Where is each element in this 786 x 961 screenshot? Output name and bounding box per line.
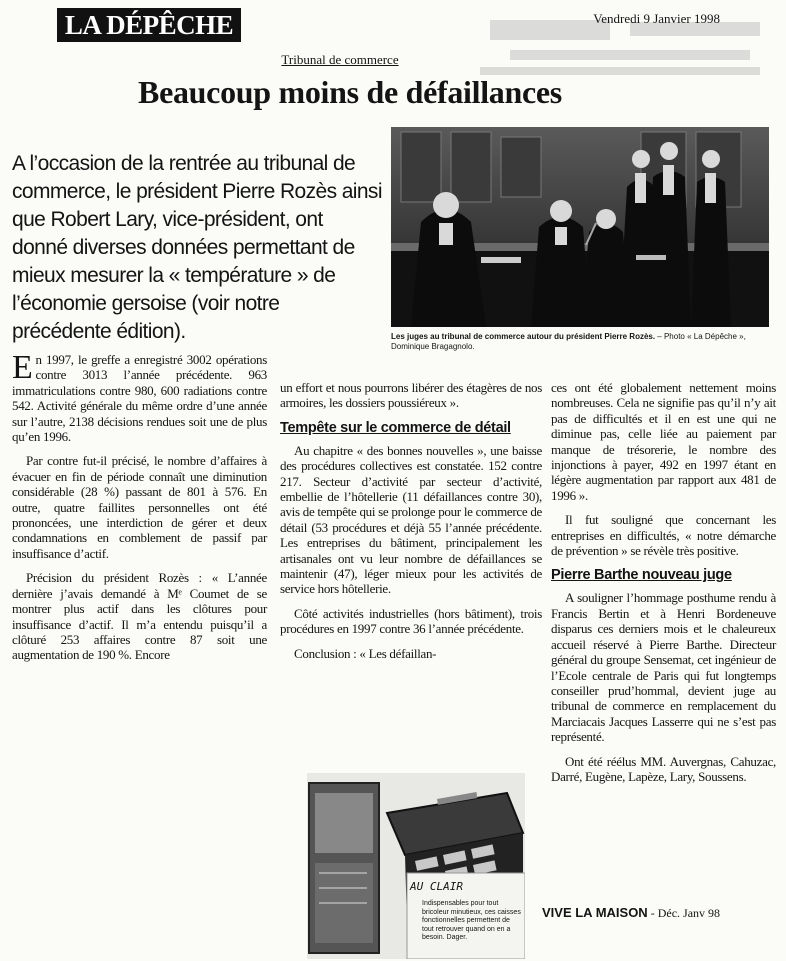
article-column-3 <box>551 380 776 793</box>
headline: Beaucoup moins de défaillances <box>138 74 562 110</box>
col3-paragraph-1: Il fut souligné que concernant les entreprises en difficultés, « notre démarche de prévention » se révèle très positive. <box>551 512 776 559</box>
judges-photo-illustration <box>391 127 769 327</box>
col3-paragraph-3: Ont été réélus MM. Auvergnas, Cahuzac, Darré, Eugène, Lapèze, Lary, Soussens. <box>551 753 776 784</box>
article-column-1 <box>12 349 267 672</box>
photo-caption-text: Les juges au tribunal de commerce autour du président Pierre Rozès. <box>391 332 656 341</box>
judges-photo <box>391 127 769 327</box>
masthead-logo: LA DÉPÊCHE <box>57 8 241 42</box>
publication-date: Vendredi 9 Janvier 1998 <box>593 11 720 26</box>
drop-cap: E <box>12 349 33 386</box>
source-name: VIVE LA MAISON <box>542 905 648 920</box>
col2-paragraph-3: Conclusion : « Les défaillan- <box>294 645 437 661</box>
insert-text: Indispensables pour tout bricoleur minutieux, ces caisses fonctionnelles permettent de tout retrouver quand on en a besoin. Dager. <box>422 900 521 942</box>
lead-paragraph: A l’occasion de la rentrée au tribunal de commerce, le président Pierre Rozès ainsi que Robert Lary, vice-président, ont donné diverses données permettant de mieux mesurer la « température » de l’économie gersoise (voir notre précédente édition). <box>12 152 382 343</box>
photo-credit: – Photo « La Dépêche », Dominique Bragagnolo. <box>391 332 746 351</box>
article-column-2 <box>280 380 542 670</box>
subheading-tempete: Tempête sur le commerce de détail <box>280 419 511 436</box>
col1-paragraph-2: Par contre fut-il précisé, le nombre d’affaires à évacuer en fin de période connaît une diminution considérable (28 %) passant de 801 à 576. En outre, quatre faillites personnelles ont été prononcées, une interdiction de gérer et deux condamnations en comblement de passif par insuffisance d’actif. <box>12 453 267 561</box>
col2-paragraph-0: un effort et nous pourrons libérer des étagères de nos armoires, les dossiers poussiéreux ». <box>280 380 542 411</box>
section-rubric: Tribunal de commerce <box>281 52 399 67</box>
source-date: - Déc. Janv 98 <box>647 906 721 920</box>
subheading-pierre-barthe: Pierre Barthe nouveau juge <box>551 567 732 584</box>
col2-paragraph-1: Au chapitre « des bonnes nouvelles », une baisse des procédures collectives est constatée. 152 contre 217. Secteur d’activité par secteur d’activité, embellie de l’hôtellerie (11 défaillances contre 30), avis de tempête qui se prolonge pour le commerce de détail (53 procédures et déjà 55 l’année précédente. Les entreprises du bâtiment, principalement les artisanales ont vu leur nombre de défaillances se maintenir (47), léger mieux pour les activités de service hors hôtellerie. <box>280 442 542 597</box>
col3-paragraph-0: ces ont été globalement nettement moins nombreuses. Cela ne signifie pas qu’il n’y ait pas de difficultés et il en est une qui ne diminue pas, celle liée au paiement par manque de trésorerie, le nombre des injonctions à payer, 492 en 1997 étant en légère augmentation par rapport aux 481 de 1996 ». <box>551 380 776 503</box>
insert-title: AU CLAIR <box>410 880 463 893</box>
col2-paragraph-2: Côté activités industrielles (hors bâtiment), trois procédures en 1997 contre 36 l’année précédente. <box>280 605 542 637</box>
col1-paragraph-3: Précision du président Rozès : « L’année dernière j’avais demandé à Mᵉ Coumet de se montrer plus actif dans les clôtures pour insuffisance d’actif. Il m’a entendu puisqu’il a clôturé 253 affaires contre 87 soit une augmentation de 190 %. Encore <box>12 570 267 663</box>
photo-caption <box>391 332 776 352</box>
col1-paragraph-1: n 1997, le greffe a enregistré 3002 opérations contre 3013 l’année précédente. 963 immatriculations contre 980, 600 radiations contre 542. Activité générale du même ordre d’une année sur l’autre, 2138 décisions rendues soit une de plus qu’en 1996. <box>12 352 267 445</box>
col3-paragraph-2: A souligner l’hommage posthume rendu à Francis Bertin et à Henri Bordeneuve disparus ces derniers mois et le chaleureux accueil réservé à Pierre Barthe. Directeur général du groupe Sensemat, cet ingénieur de l’Ecole centrale de Paris qui fut longtemps conseiller prud’hommal, devient juge au tribunal de commerce en remplacement du Marciacais Jacques Lasserre qui ne s’est pas représenté. <box>551 590 776 745</box>
source-line <box>542 905 782 921</box>
